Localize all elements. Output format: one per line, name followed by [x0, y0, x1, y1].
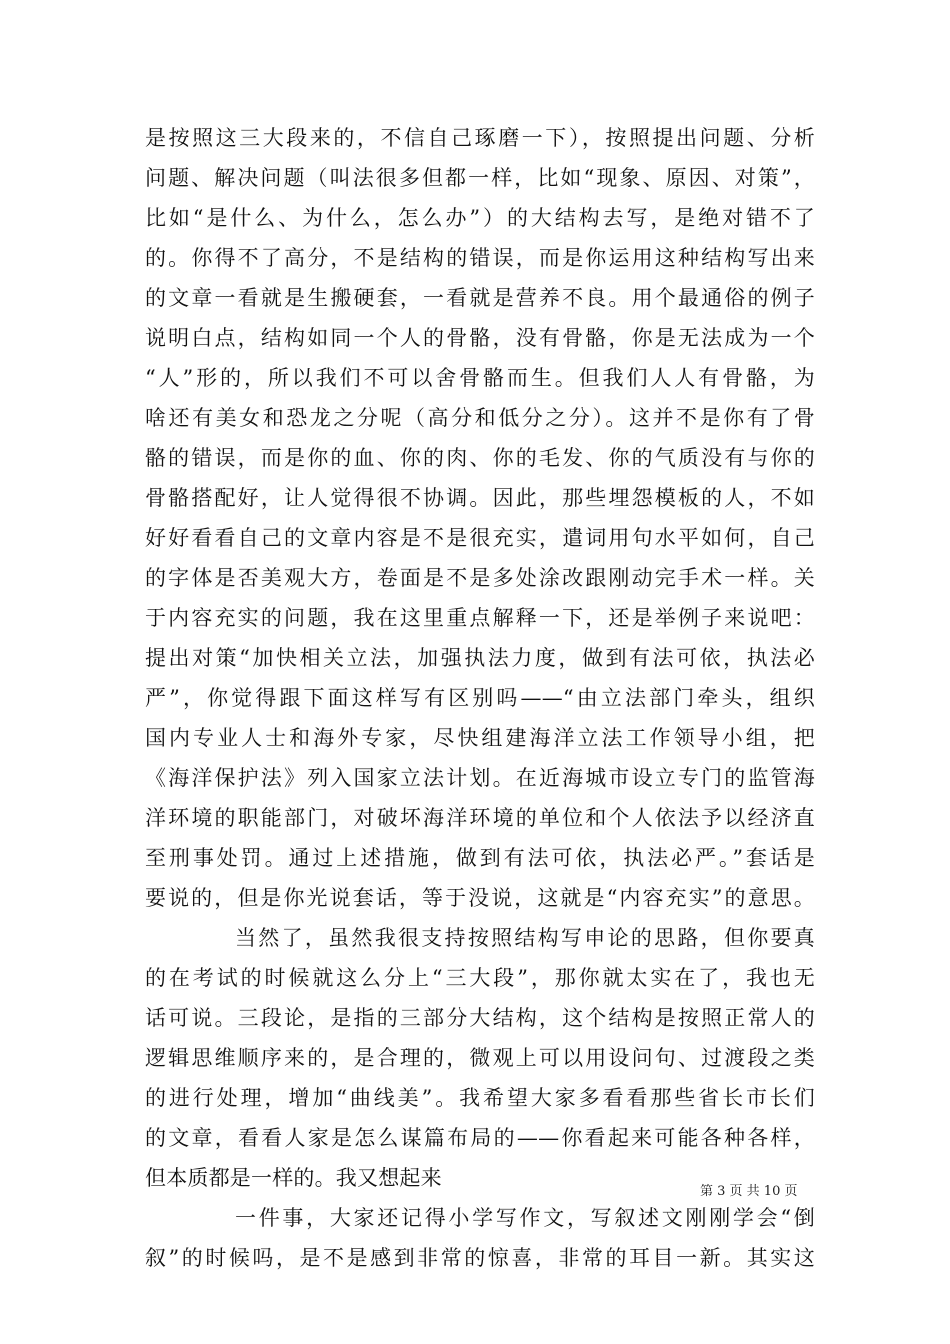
text-line: 好好看看自己的文章内容是不是很充实，遣词用句水平如何，自己 — [145, 526, 815, 550]
text-line: 至刑事处罚。通过上述措施，做到有法可依，执法必严。”套话是 — [145, 846, 815, 870]
text-line: 逻辑思维顺序来的，是合理的，微观上可以用设问句、过渡段之类 — [145, 1046, 815, 1070]
text-line: 比如“是什么、为什么，怎么办”）的大结构去写，是绝对错不了 — [145, 206, 815, 230]
text-line: 的。你得不了高分，不是结构的错误，而是你运用这种结构写出来 — [145, 246, 815, 270]
text-line: 话可说。三段论，是指的三部分大结构，这个结构是按照正常人的 — [145, 1006, 815, 1030]
text-line: 问题、解决问题（叫法很多但都一样，比如“现象、原因、对策”， — [145, 166, 815, 190]
text-line: 的在考试的时候就这么分上“三大段”，那你就太实在了，我也无 — [145, 966, 815, 990]
text-line: 洋环境的职能部门，对破坏海洋环境的单位和个人依法予以经济直 — [145, 806, 815, 830]
text-line: 于内容充实的问题，我在这里重点解释一下，还是举例子来说吧： — [145, 606, 815, 630]
text-line: 骼的错误，而是你的血、你的肉、你的毛发、你的气质没有与你的 — [145, 446, 815, 470]
text-line: 啥还有美女和恐龙之分呢（高分和低分之分）。这并不是你有了骨 — [145, 406, 815, 430]
text-line: 严”，你觉得跟下面这样写有区别吗——“由立法部门牵头，组织 — [145, 686, 815, 710]
body-text — [145, 118, 815, 1278]
paragraph-start-line: 当然了，虽然我很支持按照结构写申论的思路，但你要真 — [235, 926, 815, 950]
page-number-footer: 第 3 页 共 10 页 — [700, 1184, 798, 1199]
text-line: 要说的，但是你光说套话，等于没说，这就是“内容充实”的意思。 — [145, 886, 815, 910]
text-line: 说明白点，结构如同一个人的骨骼，没有骨骼，你是无法成为一个 — [145, 326, 815, 350]
text-line: 国内专业人士和海外专家，尽快组建海洋立法工作领导小组，把 — [145, 726, 815, 750]
text-line: 《海洋保护法》列入国家立法计划。在近海城市设立专门的监管海 — [145, 766, 815, 790]
text-line: 的进行处理，增加“曲线美”。我希望大家多看看那些省长市长们 — [145, 1086, 815, 1110]
text-line: 叙”的时候吗，是不是感到非常的惊喜，非常的耳目一新。其实这 — [145, 1246, 815, 1270]
text-line: 骨骼搭配好，让人觉得很不协调。因此，那些埋怨模板的人，不如 — [145, 486, 815, 510]
text-line: “人”形的，所以我们不可以舍骨骼而生。但我们人人有骨骼，为 — [145, 366, 815, 390]
paragraph-start-line: 一件事，大家还记得小学写作文，写叙述文刚刚学会“倒 — [235, 1206, 815, 1230]
text-line: 是按照这三大段来的，不信自己琢磨一下），按照提出问题、分析 — [145, 126, 815, 150]
text-line: 的文章，看看人家是怎么谋篇布局的——你看起来可能各种各样， — [145, 1126, 815, 1150]
text-line: 的字体是否美观大方，卷面是不是多处涂改跟刚动完手术一样。关 — [145, 566, 815, 590]
paragraph-end-line: 但本质都是一样的。我又想起来 — [145, 1166, 442, 1190]
text-line: 的文章一看就是生搬硬套，一看就是营养不良。用个最通俗的例子 — [145, 286, 815, 310]
text-line: 提出对策“加快相关立法，加强执法力度，做到有法可依，执法必 — [145, 646, 815, 670]
